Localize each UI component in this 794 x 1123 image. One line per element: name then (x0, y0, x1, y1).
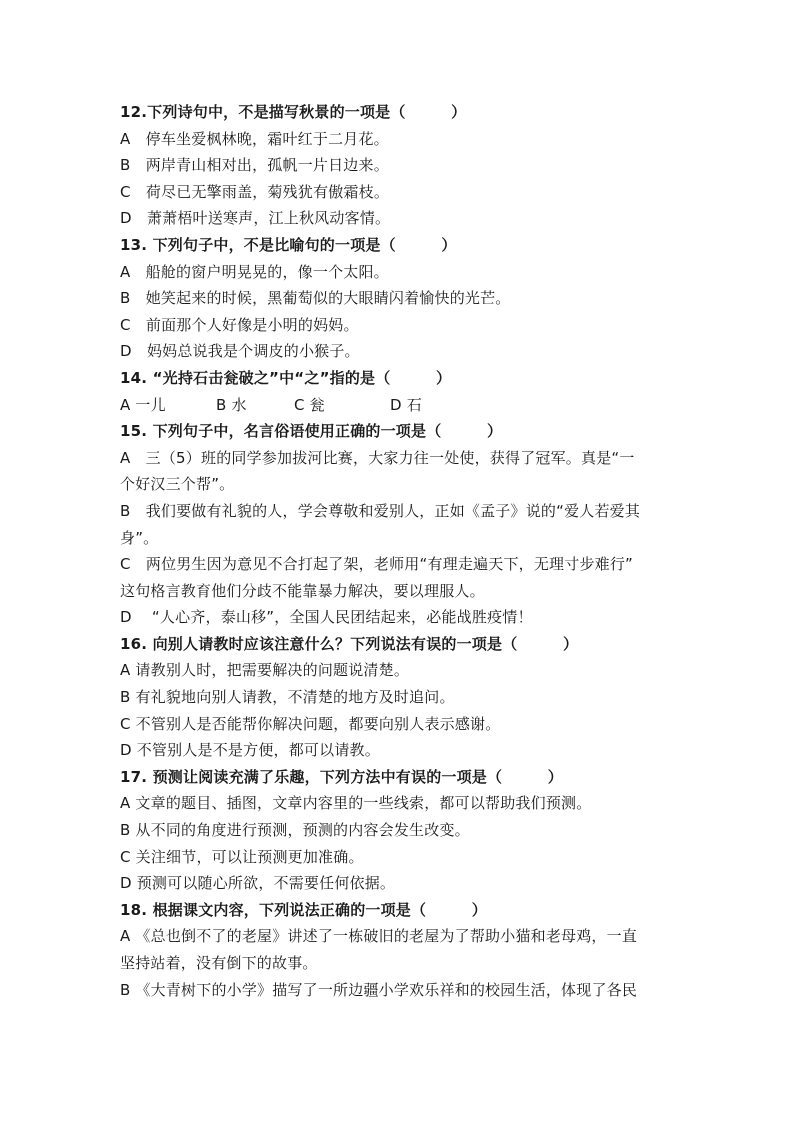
question-12-option-b: B 两岸青山相对出，孤帆一片日边来。 (120, 156, 389, 175)
question-14-option-a: A 一儿 (120, 395, 166, 414)
question-15-stem: 15. 下列句子中，名言俗语使用正确的一项是（ ） (120, 422, 503, 441)
question-13-option-a: A 船舱的窗户明晃晃的，像一个太阳。 (120, 262, 389, 281)
question-16-stem: 16. 向别人请教时应该注意什么？下列说法有误的一项是（ ） (120, 634, 579, 653)
question-12-option-c: C 荷尽已无擎雨盖，菊残犹有傲霜枝。 (120, 182, 390, 201)
question-14-stem: 14. “光持石击瓮破之”中“之”指的是（ ） (120, 368, 452, 387)
question-18-line: B 《大青树下的小学》描写了一所边疆小学欢乐祥和的校园生活，体现了各民 (120, 980, 638, 999)
question-18-stem: 18. 根据课文内容，下列说法正确的一项是（ ） (120, 900, 487, 919)
question-15-line: A 三（5）班的同学参加拔河比赛，大家力往一处使，获得了冠军。真是“一 (120, 448, 635, 467)
question-17-option-c: C 关注细节，可以让预测更加准确。 (120, 847, 364, 866)
question-13-option-d: D 妈妈总说我是个调皮的小猴子。 (120, 342, 360, 361)
question-15-line: 个好汉三个帮”。 (120, 475, 235, 494)
question-14-option-d: D 石 (390, 395, 422, 414)
question-13-stem: 13. 下列句子中，不是比喻句的一项是（ ） (120, 235, 457, 254)
question-15-line: 身”。 (120, 528, 159, 547)
question-18-line: A 《总也倒不了的老屋》讲述了一栋破旧的老屋为了帮助小猫和老母鸡，一直 (120, 927, 638, 946)
question-12-stem: 12.下列诗句中，不是描写秋景的一项是（ ） (120, 103, 467, 121)
question-13-option-b: B 她笑起来的时候，黑葡萄似的大眼睛闪着愉快的光芒。 (120, 289, 511, 308)
question-14-options (120, 392, 680, 419)
question-14-option-b: B 水 (216, 395, 247, 414)
question-13-option-c: C 前面那个人好像是小明的妈妈。 (120, 315, 359, 334)
question-17-option-b: B 从不同的角度进行预测，预测的内容会发生改变。 (120, 821, 470, 840)
question-18-line: 坚持站着，没有倒下的故事。 (120, 954, 318, 972)
question-17-option-a: A 文章的题目、插图，文章内容里的一些线索，都可以帮助我们预测。 (120, 794, 592, 813)
question-14-option-c: C 瓮 (294, 395, 325, 414)
question-15-line: 这句格言教育他们分歧不能靠暴力解决，要以理服人。 (120, 581, 485, 600)
question-15-line: C 两位男生因为意见不合打起了架，老师用“有理走遍天下，无理寸步难行” (120, 555, 634, 574)
question-16-option-a: A 请教别人时，把需要解决的问题说清楚。 (120, 661, 410, 680)
question-17-stem: 17. 预测让阅读充满了乐趣，下列方法中有误的一项是（ ） (120, 767, 563, 786)
question-16-option-d: D 不管别人是不是方便，都可以请教。 (120, 741, 380, 760)
question-17-option-d: D 预测可以随心所欲，不需要任何依据。 (120, 874, 396, 893)
question-15-line: D “人心齐，泰山移”，全国人民团结起来，必能战胜疫情！ (120, 608, 533, 627)
question-15-line: B 我们要做有礼貌的人，学会尊敬和爱别人，正如《孟子》说的“爱人若爱其 (120, 501, 641, 520)
question-list (120, 99, 680, 1003)
question-16-option-c: C 不管别人是否能帮你解决问题，都要向别人表示感谢。 (120, 714, 501, 733)
question-12-option-d: D 萧萧梧叶送寒声，江上秋风动客情。 (120, 209, 391, 228)
question-12-option-a: A 停车坐爱枫林晚，霜叶红于二月花。 (120, 129, 389, 148)
question-16-option-b: B 有礼貌地向别人请教，不清楚的地方及时追问。 (120, 688, 455, 707)
